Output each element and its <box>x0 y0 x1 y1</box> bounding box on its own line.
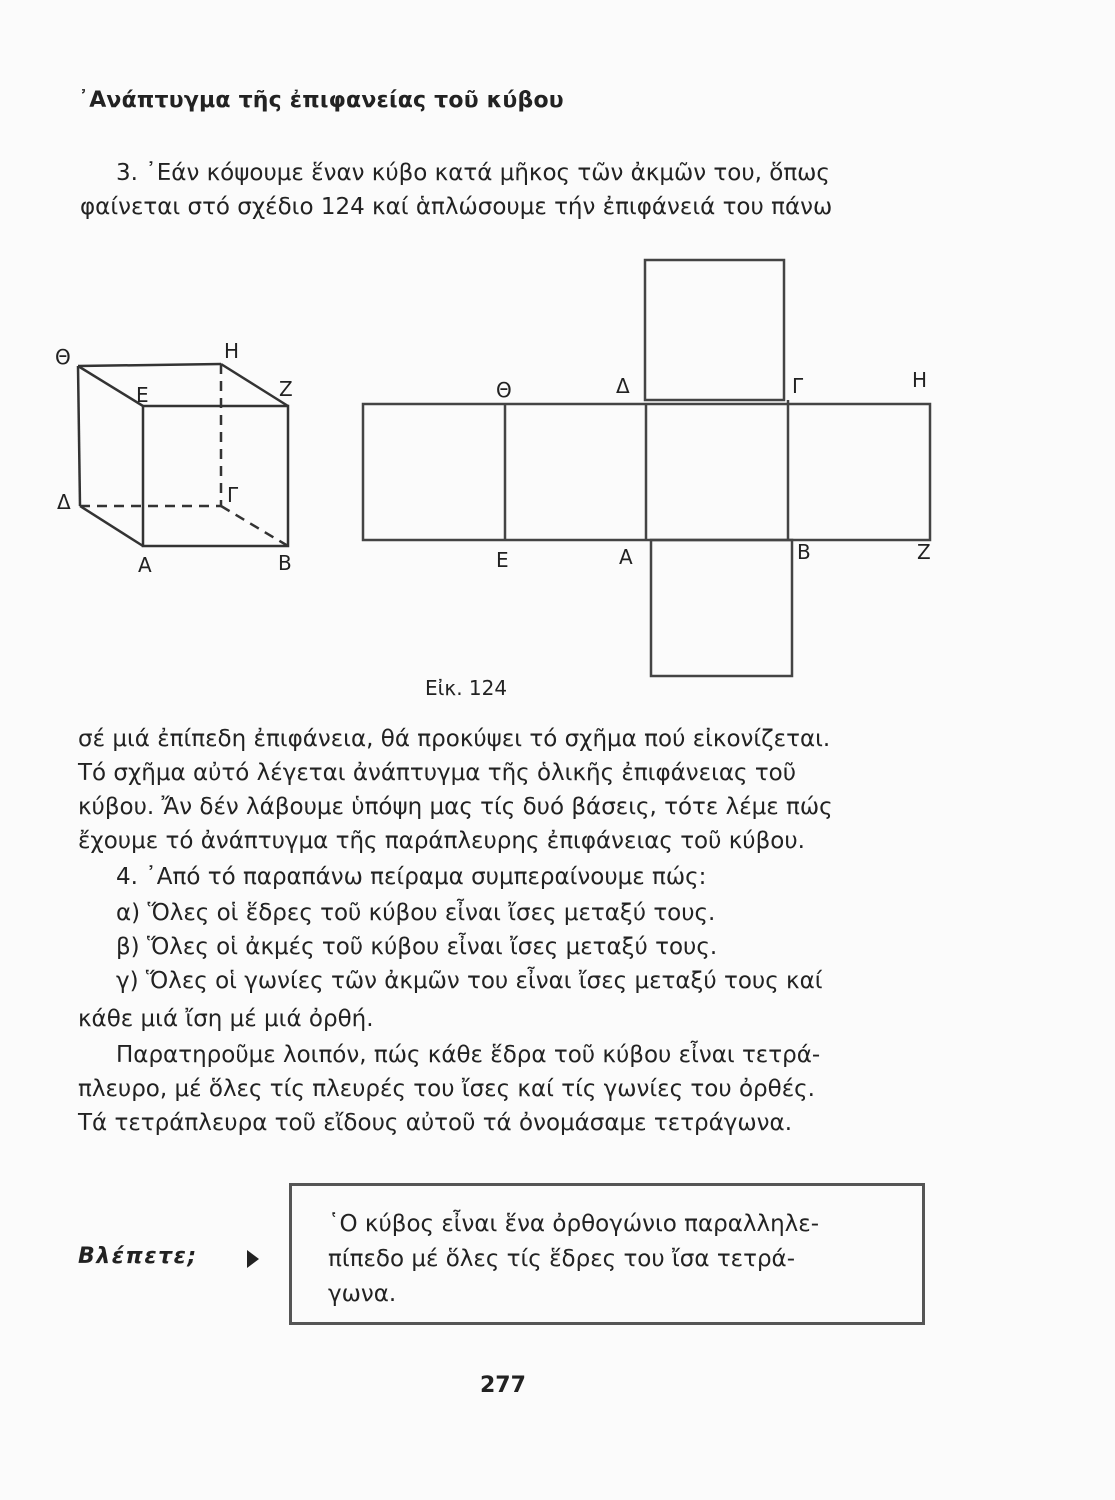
net-label-top-4: Η <box>912 368 928 392</box>
cube-drawing <box>78 364 288 546</box>
net-label-top-3: Γ <box>792 374 804 398</box>
cube-label-gamma: Γ <box>227 483 239 507</box>
cube-label-zeta: Ζ <box>279 377 293 401</box>
intro-line-1: 3. ᾿Εάν κόψουμε ἕναν κύβο κατά μῆκος τῶν ἀκμῶν του, ὅπως <box>116 160 830 186</box>
body-line-2: Τό σχῆμα αὐτό λέγεται ἀνάπτυγμα τῆς ὁλικῆς ἐπιφάνειας τοῦ <box>78 760 797 786</box>
body-line-8: γ) Ὅλες οἱ γωνίες τῶν ἀκμῶν του εἶναι ἴσες μεταξύ τους καί <box>116 968 823 994</box>
body-line-3: κύβου. Ἄν δέν λάβουμε ὑπόψη μας τίς δυό βάσεις, τότε λέμε πώς <box>78 794 833 820</box>
box-line-1: ῾Ο κύβος εἶναι ἕνα ὀρθογώνιο παραλληλε- <box>328 1211 820 1237</box>
cube-label-beta: Β <box>278 551 292 575</box>
net-label-bottom-3: Β <box>797 540 811 564</box>
cube-net-drawing <box>363 260 930 676</box>
definition-box <box>289 1183 925 1325</box>
body-line-12: Τά τετράπλευρα τοῦ εἴδους αὐτοῦ τά ὀνομάσαμε τετράγωνα. <box>78 1110 792 1136</box>
figure-caption: Εἰκ. 124 <box>425 676 508 700</box>
body-line-5: 4. ᾿Από τό παραπάνω πείραμα συμπεραίνουμε πώς: <box>116 864 707 890</box>
section-heading: ᾿Ανάπτυγμα τῆς ἐπιφανείας τοῦ κύβου <box>78 88 564 113</box>
body-line-1: σέ μιά ἐπίπεδη ἐπιφάνεια, θά προκύψει τό σχῆμα πού εἰκονίζεται. <box>78 726 831 752</box>
body-line-10: Παρατηροῦμε λοιπόν, πώς κάθε ἕδρα τοῦ κύβου εἶναι τετρά- <box>116 1042 821 1068</box>
cube-label-epsilon: Ε <box>136 383 149 407</box>
net-label-bottom-1: Ε <box>496 548 509 572</box>
cube-label-delta: Δ <box>57 490 71 514</box>
body-line-4: ἔχουμε τό ἀνάπτυγμα τῆς παράπλευρης ἐπιφάνειας τοῦ κύβου. <box>78 828 805 854</box>
net-label-top-1: Θ <box>496 378 512 402</box>
body-line-11: πλευρο, μέ ὅλες τίς πλευρές του ἴσες καί τίς γωνίες του ὀρθές. <box>78 1076 815 1102</box>
cube-label-eta: Η <box>224 339 240 363</box>
see-label: Βλέπετε; <box>78 1244 198 1269</box>
body-line-9: κάθε μιά ἴση μέ μιά ὀρθή. <box>78 1006 374 1032</box>
net-label-bottom-4: Ζ <box>917 540 931 564</box>
body-line-6: α) Ὅλες οἱ ἕδρες τοῦ κύβου εἶναι ἴσες μεταξύ τους. <box>116 900 716 926</box>
net-label-bottom-2: Α <box>619 545 633 569</box>
cube-label-theta: Θ <box>55 345 71 369</box>
page-number: 277 <box>480 1373 526 1398</box>
box-line-2: πίπεδο μέ ὅλες τίς ἕδρες του ἴσα τετρά- <box>328 1246 796 1272</box>
cube-label-alpha: Α <box>138 553 152 577</box>
net-label-top-2: Δ <box>616 374 630 398</box>
arrow-right-icon <box>247 1250 259 1268</box>
figure-124 <box>0 0 1115 720</box>
box-line-3: γωνα. <box>328 1281 397 1307</box>
body-line-7: β) Ὅλες οἱ ἀκμές τοῦ κύβου εἶναι ἴσες μεταξύ τους. <box>116 934 718 960</box>
intro-line-2: φαίνεται στό σχέδιο 124 καί ἁπλώσουμε τήν ἐπιφάνειά του πάνω <box>80 194 833 220</box>
